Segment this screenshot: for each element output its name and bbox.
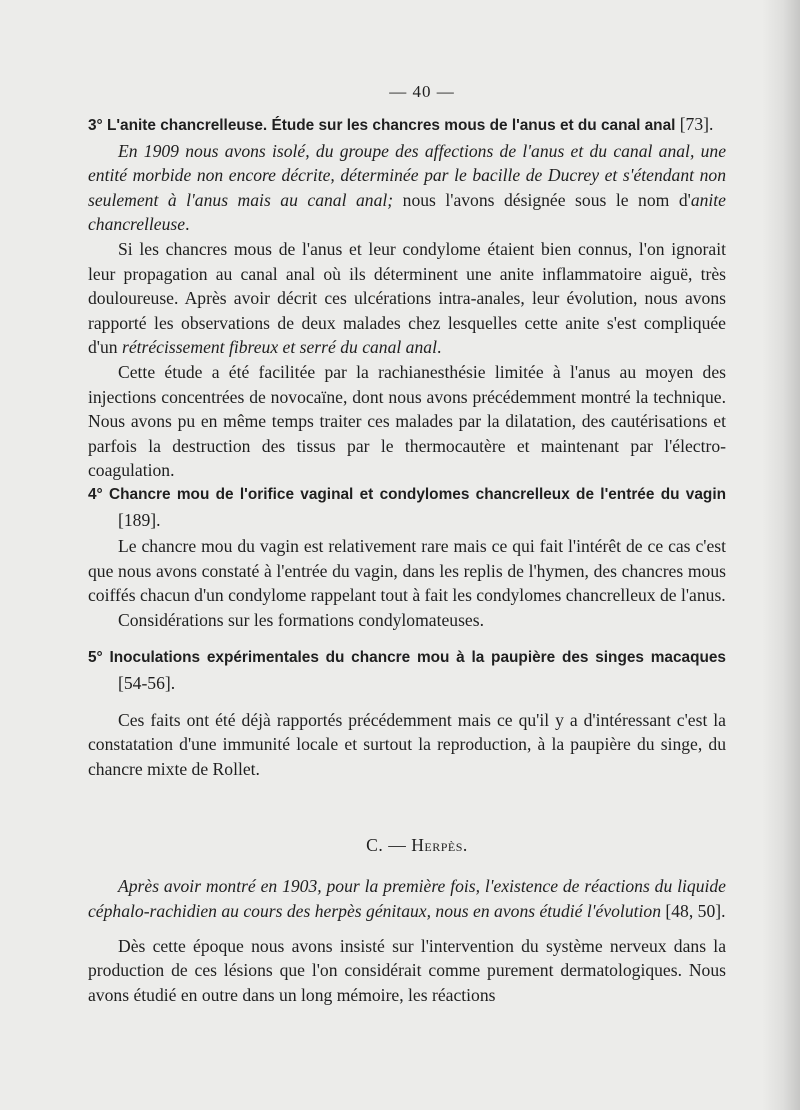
section-3-paragraph-2 bbox=[88, 237, 726, 360]
section-4-ref: [189]. bbox=[118, 509, 161, 530]
section-5-paragraph-1: Ces faits ont été déjà rapportés précédemment mais ce qu'il y a d'intéressant c'est la constatation d'une immunité locale et surtout la reproduction, à la paupière du singe, du chancre mixte de Rollet. bbox=[88, 709, 726, 779]
section-5-ref: [54-56]. bbox=[118, 673, 176, 694]
section-c-intro bbox=[88, 874, 726, 923]
section-3-intro-term: anite chancrelleuse bbox=[88, 189, 726, 235]
section-3-ref: [73]. bbox=[679, 114, 714, 134]
section-3-para2-end: . bbox=[436, 337, 442, 358]
section-c-title bbox=[108, 835, 726, 856]
scan-edge-shadow bbox=[762, 0, 800, 1110]
section-c-intro-italic: Après avoir montré en 1903, pour la première fois, l'existence de réactions du liquide céphalo-rachidien au cours des herpès génitaux, nous en avons étudié l'évolution bbox=[88, 876, 726, 922]
section-4-paragraph-1: Le chancre mou du vagin est relativement rare mais ce qui fait l'intérêt de ce cas c'est que nous avons constaté à l'entrée du vagin, dans les replis de l'hymen, des chancres mous coiffés chacun d'un condylome rappelant tout à fait les condylomes chancrelleux de l'anus. bbox=[88, 536, 726, 606]
section-4-heading-text: 4° Chancre mou de l'orifice vaginal et condylomes chancrelleux de l'entrée du vagin bbox=[88, 485, 726, 503]
section-5-heading bbox=[88, 646, 726, 697]
section-3-para2-text: Si les chancres mous de l'anus et leur condylome étaient bien connus, l'on ignorait leur propagation au canal anal où ils déterminent une anite inflammatoire aiguë, très douloureuse. Après avoir décrit ces ulcérations intra-anales, leur évolution, nous avons rapporté les observations de deux malades chez lesquelles cette anite s'est compliquée d'un bbox=[88, 238, 726, 358]
section-3-para2-italic: rétrécissement fibreux et serré du canal anal bbox=[121, 337, 437, 358]
section-3-heading bbox=[88, 112, 726, 139]
section-3-paragraph-3: Cette étude a été facilitée par la rachianesthésie limitée à l'anus au moyen des injections concentrées de novocaïne, dont nous avons précédemment montré la technique. Nous avons pu en même temps traiter ces malades par la dilatation, des cautérisations et parfois la destruction des tissus par le thermocautère et maintenant par l'électro-coagulation. bbox=[88, 361, 726, 481]
section-3-heading-text: 3° L'anite chancrelleuse. Étude sur les chancres mous de l'anus et du canal anal bbox=[88, 117, 676, 134]
page-number: — 40 — bbox=[389, 82, 455, 101]
section-c-title-prefix: C. — bbox=[366, 835, 412, 856]
section-3-intro-end: . bbox=[185, 214, 190, 235]
document-page bbox=[88, 82, 726, 1007]
section-3-intro-italic: En 1909 nous avons isolé, du groupe des affections de l'anus et du canal anal, une entité morbide non encore décrite, déterminée par le bacille de Ducrey et s'étendant non seulement à l'anus mais au canal anal; bbox=[88, 140, 726, 210]
section-c-intro-ref: [48, 50]. bbox=[661, 901, 726, 922]
section-3-intro-rest: nous l'avons désignée sous le nom d' bbox=[393, 189, 691, 210]
section-c-title-text: Herpès. bbox=[411, 835, 468, 856]
section-4-paragraph-2: Considérations sur les formations condylomateuses. bbox=[118, 609, 484, 630]
section-3-intro bbox=[88, 139, 726, 237]
section-c-paragraph-2: Dès cette époque nous avons insisté sur l'intervention du système nerveux dans la production de ces lésions que l'on considérait comme purement dermatologiques. Nous avons étudié en outre dans un long mémoire, les réactions bbox=[88, 935, 726, 1005]
section-4-heading bbox=[88, 483, 726, 534]
section-5-heading-text: 5° Inoculations expérimentales du chancre mou à la paupière des singes macaques bbox=[88, 649, 726, 667]
